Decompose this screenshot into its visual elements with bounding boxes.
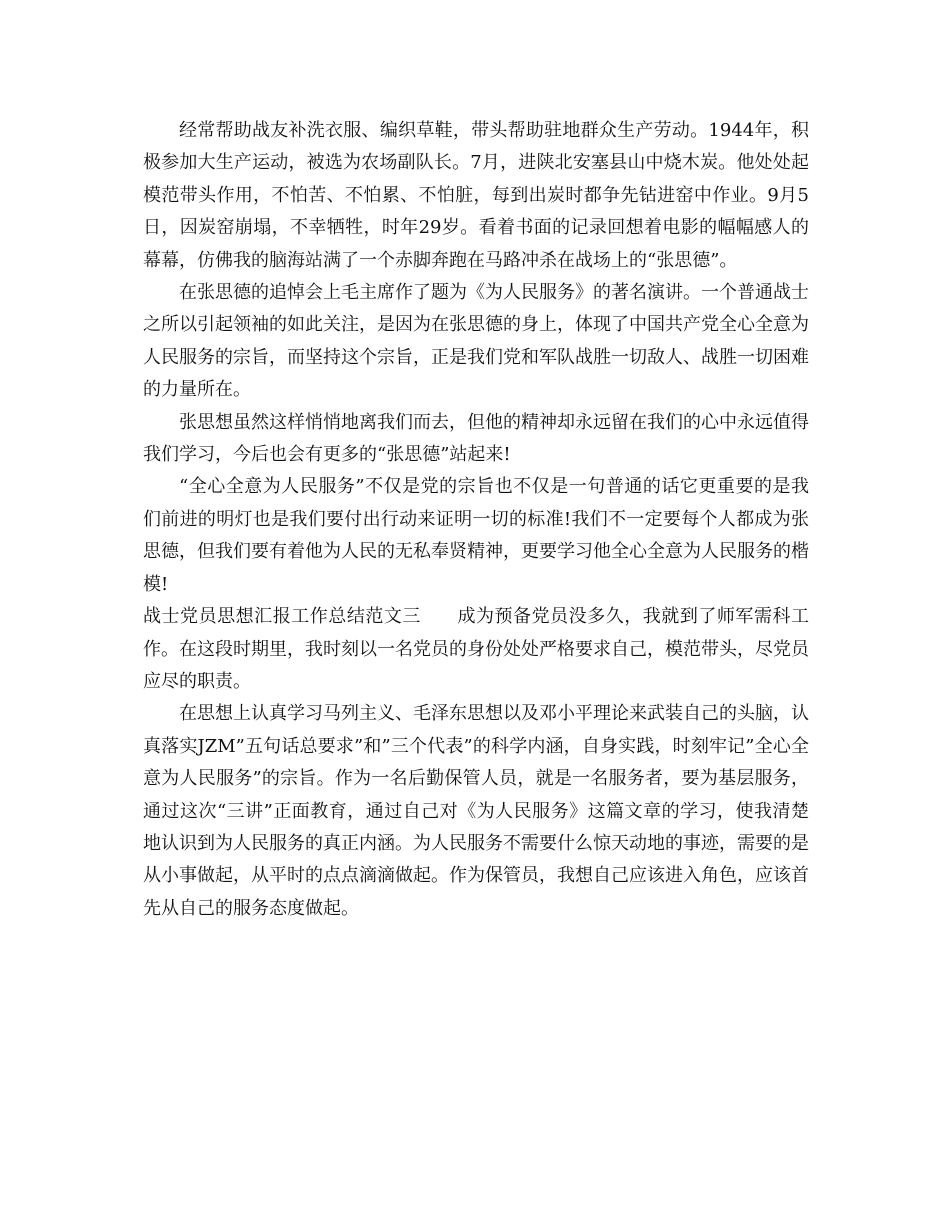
section-three [143,601,809,698]
paragraph-serve-people: “全心全意为人民服务”不仅是党的宗旨也不仅是一句普通的话它更重要的是我们前进的明灯也是我们要付出行动来证明一切的标准!我们不一定要每个人都成为张思德，但我们要有着他为人民的无私奉贤精神，更要学习他全心全意为人民服务的楷模! [143,476,809,595]
document-page [143,115,809,925]
section-title: 战士党员思想汇报工作总结范文三 [143,606,421,628]
paragraph-zhang-side-life: 经常帮助战友补洗衣服、编织草鞋，带头帮助驻地群众生产劳动。1944年，积极参加大生产运动，被选为农场副队长。7月，进陕北安塞县山中烧木炭。他处处起模范带头作用，不怕苦、不怕累、不怕脏，每到出炭时都争先钻进窑中作业。9月5日，因炭窑崩塌，不幸牺牲，时年29岁。看着书面的记录回想着电影的幅幅感人的幕幕，仿佛我的脑海站满了一个赤脚奔跑在马路冲杀在战场上的“张思德”。 [143,120,809,271]
paragraph-memorial-speech: 在张思德的追悼会上毛主席作了题为《为人民服务》的著名演讲。一个普通战士之所以引起领袖的如此关注，是因为在张思德的身上，体现了中国共产党全心全意为人民服务的宗旨，而坚持这个宗旨，正是我们党和军队战胜一切敌人、战胜一切困难的力量所在。 [143,282,809,401]
paragraph-spirit-remains: 张思想虽然这样悄悄地离我们而去，但他的精神却永远留在我们的心中永远值得我们学习，今后也会有更多的“张思德”站起来! [143,411,809,466]
section-intro: 成为预备党员没多久，我就到了师军需科工作。在这段时期里，我时刻以一名党员的身份处处严格要求自己，模范带头，尽党员应尽的职责。 [143,606,810,692]
paragraph-study-thought: 在思想上认真学习马列主义、毛泽东思想以及邓小平理论来武装自己的头脑，认真落实JZM”五句话总要求”和”三个代表”的科学内涵，自身实践，时刻牢记”全心全意为人民服务”的宗旨。作为一名后勤保管人员，就是一名服务者，要为基层服务，通过这次“三讲”正面教育，通过自己对《为人民服务》这篇文章的学习，使我清楚地认识到为人民服务的真正内涵。为人民服务不需要什么惊天动地的事迹，需要的是从小事做起，从平时的点点滴滴做起。作为保管员，我想自己应该进入角色，应该首先从自己的服务态度做起。 [143,703,809,919]
